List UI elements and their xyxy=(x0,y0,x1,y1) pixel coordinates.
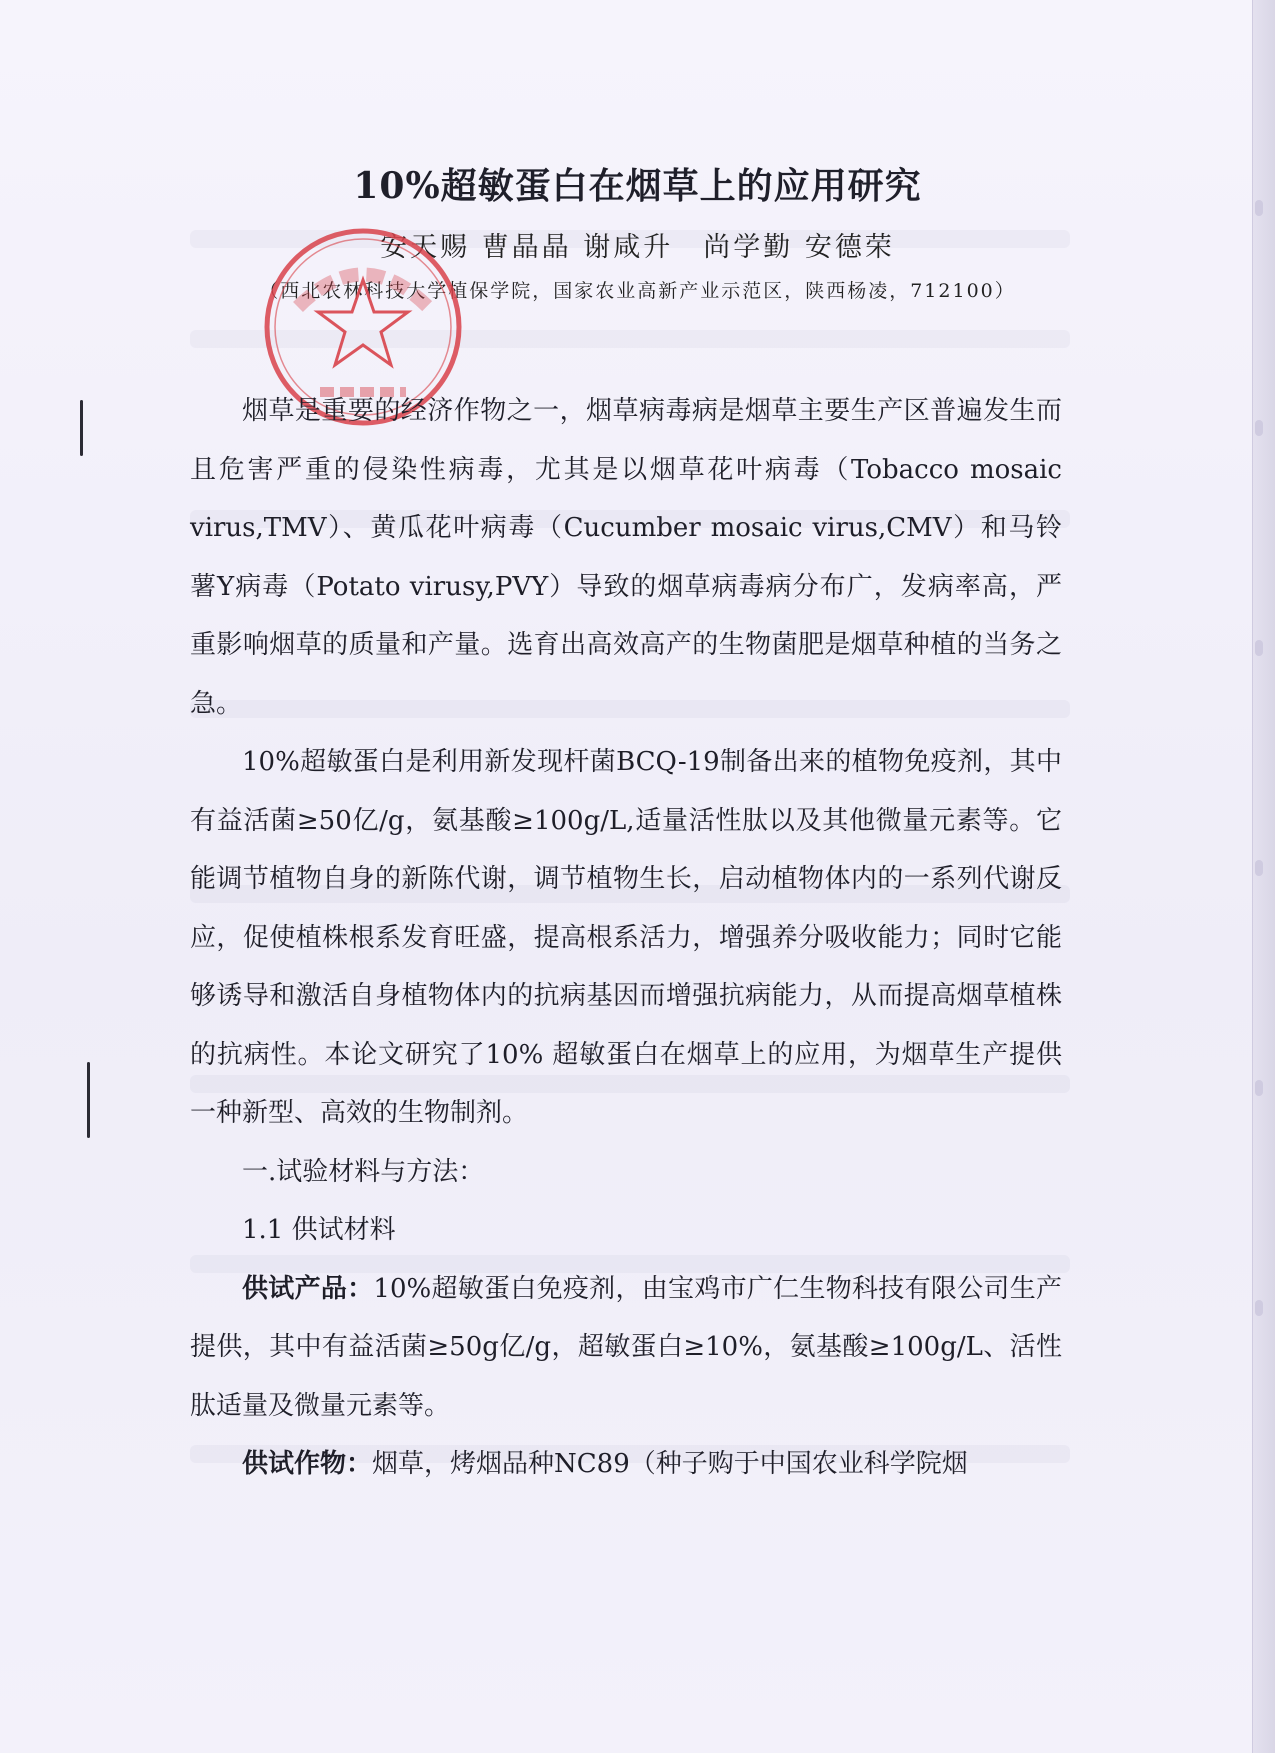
text-test-product: 10%超敏蛋白免疫剂，由宝鸡市广仁生物科技有限公司生产提供，其中有益活菌≥50g亿/g，超敏蛋白≥10%，氨基酸≥100g/L、活性肽适量及微量元素等。 xyxy=(190,1273,1062,1421)
paragraph-intro: 烟草是重要的经济作物之一，烟草病毒病是烟草主要生产区普遍发生而且危害严重的侵染性病毒，尤其是以烟草花叶病毒（Tobacco mosaic virus,TMV）、黄瓜花叶病毒（Cucumber mosaic virus,CMV）和马铃薯Y病毒（Potato virusy,PVY）导致的烟草病毒病分布广，发病率高，严重影响烟草的质量和产量。选育出高效高产的生物菌肥是烟草种植的当务之急。 xyxy=(190,396,1062,719)
paragraph-product: 10%超敏蛋白是利用新发现杆菌BCQ-19制备出来的植物免疫剂，其中有益活菌≥50亿/g，氨基酸≥100g/L,适量活性肽以及其他微量元素等。它能调节植物自身的新陈代谢，调节植物生长，启动植物体内的一系列代谢反应，促使植株根系发育旺盛，提高根系活力，增强养分吸收能力；同时它能够诱导和激活自身植物体内的抗病基因而增强抗病能力，从而提高烟草植株的抗病性。本论文研究了10% 超敏蛋白在烟草上的应用，为烟草生产提供一种新型、高效的生物制剂。 xyxy=(190,747,1062,1128)
punch-hole xyxy=(1255,640,1263,656)
article-body xyxy=(190,382,1062,1494)
text-test-crop: 烟草，烤烟品种NC89（种子购于中国农业科学院烟 xyxy=(372,1449,968,1479)
subsection-heading: 1.1 供试材料 xyxy=(242,1215,396,1245)
punch-hole xyxy=(1255,1080,1263,1096)
star-icon xyxy=(318,280,408,365)
punch-hole xyxy=(1255,1300,1263,1316)
punch-hole xyxy=(1255,860,1263,876)
label-test-crop: 供试作物： xyxy=(242,1449,373,1479)
author-list: 安天赐 曹晶晶 谢咸升 尚学勤 安德荣 xyxy=(380,232,895,263)
label-test-product: 供试产品： xyxy=(242,1273,374,1304)
staple xyxy=(80,400,83,456)
staple xyxy=(87,1062,90,1138)
paragraph-test-product xyxy=(190,1260,1062,1436)
paragraph-test-crop xyxy=(190,1435,1062,1494)
affiliation: （西北农林科技大学植保学院，国家农业高新产业示范区，陕西杨凌，712100） xyxy=(259,280,1016,302)
section-heading: 一.试验材料与方法： xyxy=(242,1156,485,1187)
page-title: 10%超敏蛋白在烟草上的应用研究 xyxy=(353,165,922,207)
punch-hole xyxy=(1255,420,1263,436)
